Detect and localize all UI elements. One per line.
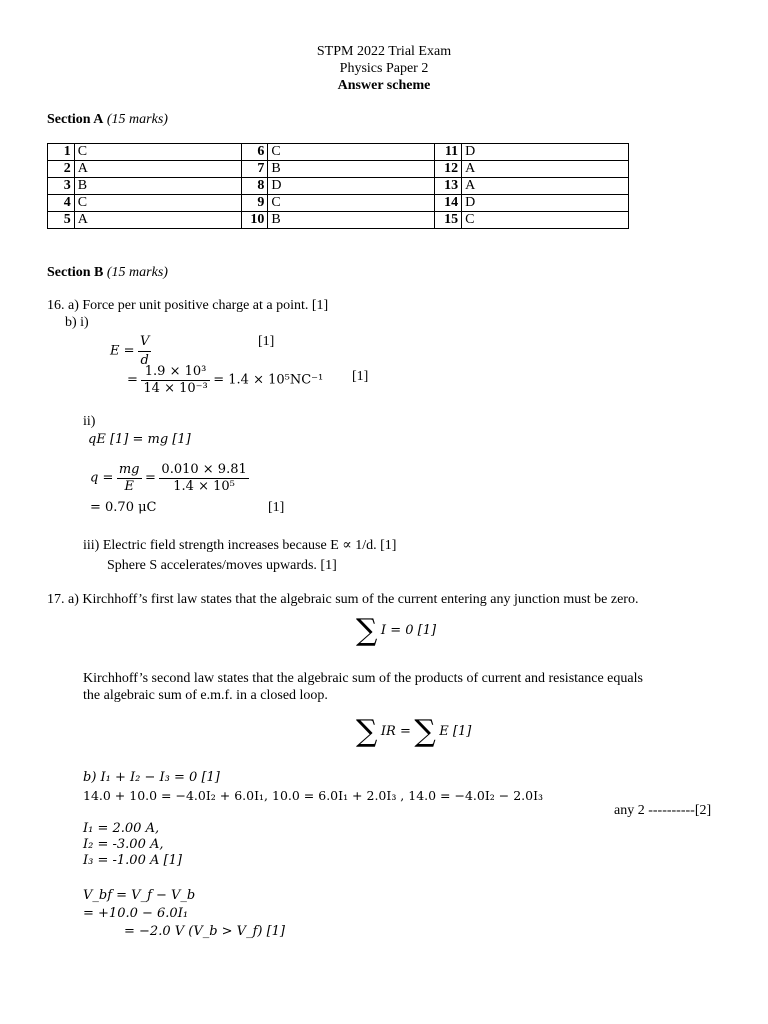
q17-first-law-formula: ∑ I = 0 [1] <box>356 613 437 648</box>
question-number: 6 <box>241 144 268 161</box>
table-row <box>48 161 629 178</box>
question-number: 9 <box>241 195 268 212</box>
q16-q-formula: q = $\frac{mg}{E}$ = $\frac{0.010 \times 9.81}{\text{1.4 × 10⁵}}$ <box>90 462 247 494</box>
answer-cell: D <box>462 144 629 161</box>
answer-cell: B <box>268 212 435 229</box>
q16-iii: iii) Electric field strength increases because E ∝ 1/d. [1] <box>83 538 397 553</box>
question-number: 10 <box>241 212 268 229</box>
q17-I1: I₁ = 2.00 A, <box>83 821 160 836</box>
sum-symbol: ∑ <box>356 613 378 648</box>
q16-b-i: b) i) <box>65 315 89 330</box>
answer-cell: C <box>268 195 435 212</box>
q17-second-law-2: the algebraic sum of e.m.f. in a closed loop. <box>83 688 328 703</box>
question-number: 3 <box>48 178 75 195</box>
q17-second-law-1: Kirchhoff’s second law states that the algebraic sum of the products of current and resistance equals <box>83 671 643 686</box>
q16-ii-eq: qE [1] = mg [1] <box>88 432 191 447</box>
question-number: 5 <box>48 212 75 229</box>
answer-cell: B <box>268 161 435 178</box>
q17-vbf-2: = +10.0 − 6.0I₁ <box>83 906 189 921</box>
q16-a: 16. a) Force per unit positive charge at a point. [1] <box>47 298 329 313</box>
q16-mark-3: [1] <box>268 500 285 515</box>
question-number: 14 <box>435 195 462 212</box>
table-row <box>48 178 629 195</box>
q17-I3: I₃ = -1.00 A [1] <box>83 853 182 868</box>
q17-any2: any 2 ----------[2] <box>614 803 712 818</box>
question-number: 13 <box>435 178 462 195</box>
q16-q-result: = 0.70 μC <box>90 500 157 515</box>
answer-cell: C <box>268 144 435 161</box>
q17-second-law-formula: ∑ IR = ∑ E [1] <box>356 714 472 749</box>
answer-cell: B <box>74 178 241 195</box>
section-a-answer-table <box>47 143 629 229</box>
answer-cell: A <box>462 178 629 195</box>
question-number: 11 <box>435 144 462 161</box>
doc-title-line1: STPM 2022 Trial Exam <box>316 44 452 59</box>
question-number: 2 <box>48 161 75 178</box>
answer-cell: A <box>74 161 241 178</box>
answer-cell: C <box>74 195 241 212</box>
answer-cell: A <box>74 212 241 229</box>
q17-vbf-3: = −2.0 V (V_b > V_f) [1] <box>124 924 286 939</box>
answer-cell: C <box>462 212 629 229</box>
question-number: 8 <box>241 178 268 195</box>
sum-symbol: ∑ <box>414 714 436 749</box>
question-number: 4 <box>48 195 75 212</box>
doc-title-line3: Answer scheme <box>337 78 431 93</box>
q16-mark-1: [1] <box>258 334 275 349</box>
section-b-heading: Section B (15 marks) <box>47 265 168 280</box>
question-number: 15 <box>435 212 462 229</box>
answer-cell: D <box>462 195 629 212</box>
q17-a: 17. a) Kirchhoff’s first law states that the algebraic sum of the current entering any junction must be zero. <box>47 592 639 607</box>
table-row <box>48 144 629 161</box>
q16-iii-b: Sphere S accelerates/moves upwards. [1] <box>107 558 337 573</box>
q16-e-formula: E = $\frac{V}{d}$ <box>110 334 150 368</box>
question-number: 12 <box>435 161 462 178</box>
q16-ii: ii) <box>83 414 96 429</box>
q17-b-eq1: b) I₁ + I₂ − I₃ = 0 [1] <box>83 770 220 785</box>
sum-symbol: ∑ <box>356 714 378 749</box>
doc-title-line2: Physics Paper 2 <box>339 61 429 76</box>
answer-cell: C <box>74 144 241 161</box>
q16-e-calc: = $\frac{\text{1.9 × 10³}}{\text{14 × 10⁻³}}$ = 1.4 × 10⁵NC⁻¹ <box>127 364 324 396</box>
q17-I2: I₂ = -3.00 A, <box>83 837 164 852</box>
section-a-heading: Section A (15 marks) <box>47 112 168 127</box>
question-number: 1 <box>48 144 75 161</box>
q17-b-eq2: 14.0 + 10.0 = −4.0I₂ + 6.0I₁, 10.0 = 6.0I₁ + 2.0I₃ , 14.0 = −4.0I₂ − 2.0I₃ <box>83 788 544 803</box>
question-number: 7 <box>241 161 268 178</box>
table-row <box>48 212 629 229</box>
table-row <box>48 195 629 212</box>
q17-vbf-1: V_bf = V_f − V_b <box>83 888 196 903</box>
answer-cell: D <box>268 178 435 195</box>
q16-mark-2: [1] <box>352 369 369 384</box>
answer-cell: A <box>462 161 629 178</box>
